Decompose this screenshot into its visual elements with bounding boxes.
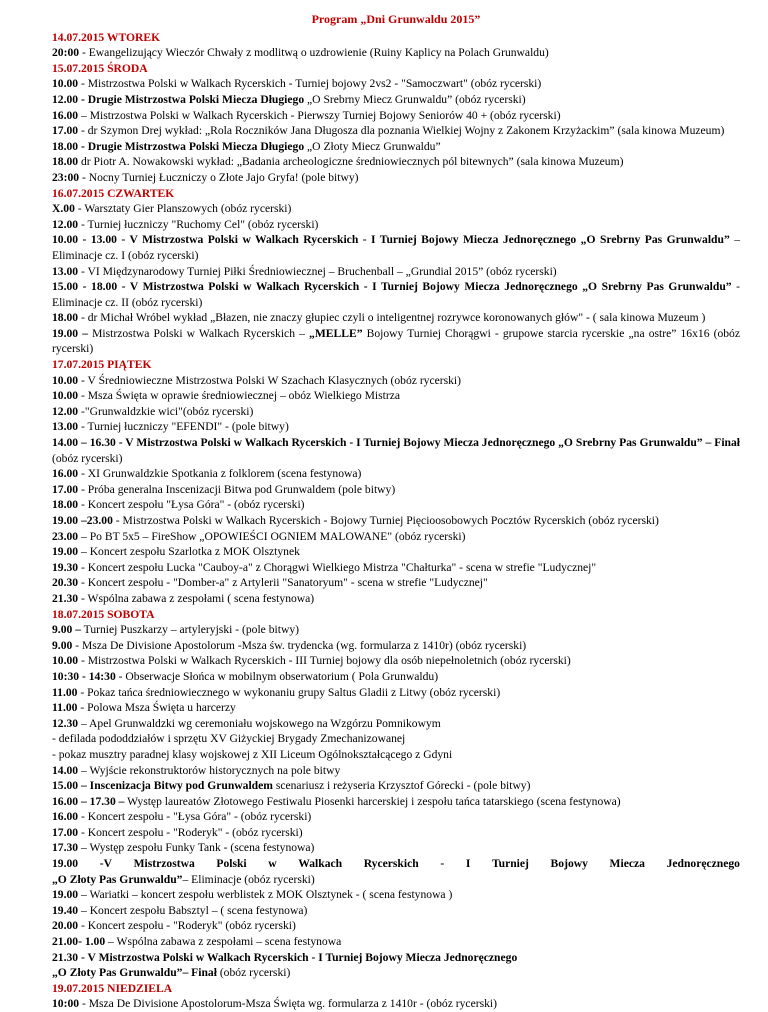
entry-time: 17.00: [52, 482, 79, 496]
entry-text: – Występ zespołu Funky Tank - (scena festynowa): [78, 841, 315, 855]
entry-text: - Pokaz tańca średniowiecznego w wykonaniu grupy Saltus Gladii z Litwy (obóz rycerski): [77, 685, 501, 699]
entry-time: 18.00: [52, 311, 79, 325]
program-entry: [52, 638, 740, 654]
entry-time: 10.00: [52, 373, 79, 387]
entry-bold-title: - V Mistrzostwa Polski w Walkach Rycerskich - I Turniej Bojowy Miecza Jednoręcznego „O Srebrny Pas Grunwaldu”: [116, 233, 730, 247]
entry-text: - Msza De Divisione Apostolorum-Msza Święta wg. formularza z 1410r - (obóz rycerski): [79, 997, 497, 1011]
entry-text: - defilada pododdziałów i sprzętu XV Giżyckiej Brygady Zmechanizowanej: [52, 732, 406, 746]
entry-bold-title: - V Mistrzostwa Polski w Walkach Rycerskich - I Turniej Bojowy Miecza Jednoręcznego „O Srebrny Pas Grunwaldu”: [117, 280, 732, 294]
entry-time: 10:00: [52, 997, 80, 1011]
entry-time: 21.00- 1.00: [52, 935, 106, 949]
entry-time: 23.00: [52, 529, 79, 543]
entry-time: 14.00: [52, 763, 79, 777]
entry-text: – Eliminacje (obóz rycerski): [182, 872, 315, 886]
entry-text: – Koncert zespołu Babsztyl – ( scena festynowa): [78, 903, 308, 917]
day-heading: 18.07.2015 SOBOTA: [52, 607, 155, 621]
program-entry: [52, 685, 740, 701]
program-entry: [52, 825, 740, 841]
spread-word: Jednoręcznego: [666, 857, 740, 871]
program-entry: [52, 872, 740, 888]
entry-text: (obóz rycerski): [52, 451, 123, 465]
program-entry: [52, 950, 740, 966]
program-entry: [52, 92, 740, 108]
program-entry: [52, 544, 740, 560]
entry-text: - Turniej łuczniczy "EFENDI" - (pole bitwy): [78, 420, 289, 434]
entry-text: - Eliminacje cz. II (obóz rycerski): [52, 280, 740, 309]
entry-time: 19.00 –23.00: [52, 514, 113, 527]
entry-time: 10:30 - 14:30: [52, 669, 116, 683]
program-entry: [52, 154, 740, 170]
entry-time: 16.00: [52, 810, 79, 824]
entry-text: - Nocny Turniej Łuczniczy o Złote Jajo Gryfa! (pole bitwy): [79, 170, 359, 184]
entry-time: 10.00: [52, 654, 79, 668]
program-entry: [52, 466, 740, 482]
entry-time: 12.30: [52, 716, 79, 730]
entry-time: 19.00 –: [52, 326, 88, 340]
spread-word: Bojowy: [550, 857, 588, 871]
program-entry: [52, 404, 740, 420]
entry-text: - V Średniowieczne Mistrzostwa Polski W Szachach Klasycznych (obóz rycerski): [78, 373, 462, 387]
spread-word: Mistrzostwa: [133, 857, 195, 871]
program-entry: [52, 591, 740, 607]
program-entry: [52, 747, 740, 763]
entry-time: 19.00: [52, 888, 79, 902]
spread-word: -: [440, 857, 445, 871]
entry-text: Występ laureatów Złotowego Festiwalu Piosenki harcerskiej i zespołu tańca tatarskiego (scena festynowa): [124, 794, 621, 808]
spread-word: I: [465, 857, 471, 871]
program-entry: [52, 76, 740, 92]
spread-word: Turniej: [491, 857, 529, 871]
entry-bold-title: - Drugie Mistrzostwa Polski Miecza Długiego: [78, 139, 305, 153]
entry-text: – Eliminacje cz. I (obóz rycerski): [52, 233, 740, 262]
entry-time: 21.30: [52, 591, 79, 605]
program-entry: [52, 264, 740, 280]
program-entry: [52, 419, 740, 435]
entry-time: 21.30 - V Mistrzostwa Polski w Walkach Rycerskich - I Turniej Bojowy Miecza Jednoręcznego: [52, 950, 518, 964]
program-entry: [52, 778, 740, 794]
program-entry: [52, 482, 740, 498]
program-entry: [52, 918, 740, 934]
program-entry: [52, 513, 740, 529]
entry-text: - Ewangelizujący Wieczór Chwały z modlitwą o uzdrowienie (Ruiny Kaplicy na Polach Grunwaldu): [79, 46, 549, 60]
entry-text: - Mistrzostwa Polski w Walkach Rycerskich - Turniej bojowy 2vs2 - "Samoczwart" (obóz rycerski): [78, 77, 542, 91]
entry-text: - Koncert zespołu "Łysa Góra" - (obóz rycerski): [78, 498, 305, 512]
entry-text: - Wspólna zabawa z zespołami ( scena festynowa): [78, 591, 315, 605]
program-entry: [52, 809, 740, 825]
entry-text: „O Srebrny Miecz Grunwaldu” (obóz rycerski): [304, 92, 526, 106]
entry-time: 14.00 – 16.30: [52, 436, 116, 450]
program-entry: [52, 575, 740, 591]
program-entry: [52, 373, 740, 389]
entry-text: - XI Grunwaldzkie Spotkania z folklorem (scena festynowa): [78, 467, 362, 481]
entry-text: Mistrzostwa Polski w Walkach Rycerskich –: [88, 326, 310, 340]
program-entry: [52, 170, 740, 186]
entry-time: 20.00: [52, 919, 79, 933]
entry-time: 23:00: [52, 170, 80, 184]
program-entry: [52, 934, 740, 950]
entry-text: Bojowy Turniej Chorągwi - grupowe starcia rycerskie „na ostre” 16x16 (obóz rycerski): [52, 326, 741, 356]
entry-time: 10.00 - 13.00: [52, 233, 117, 247]
entry-time: X.00: [52, 202, 75, 216]
program-entry: [52, 45, 740, 61]
program-entry: [52, 388, 740, 404]
entry-text: - Warsztaty Gier Planszowych (obóz rycerski): [74, 202, 292, 216]
spread-word: Polski: [216, 857, 247, 871]
entry-text: - VI Międzynarodowy Turniej Piłki Średniowiecznej – Bruchenball – „Grundial 2015” (obóz rycerski): [78, 264, 557, 278]
entry-text: - Próba generalna Inscenizacji Bitwa pod Grunwaldem (pole bitwy): [78, 482, 396, 496]
entry-bold-title: - V Mistrzostwa Polski w Walkach Rycerskich - I Turniej Bojowy Miecza Jednoręcznego „O Srebrny Pas Grunwaldu” – Finał: [115, 436, 741, 450]
entry-text: - Msza Święta w oprawie średniowiecznej – obóz Wielkiego Mistrza: [78, 389, 401, 403]
spread-word: -V: [99, 857, 112, 871]
entry-time: 12.00: [52, 92, 79, 106]
program-entry: [52, 310, 740, 326]
entry-time: 20.30: [52, 576, 79, 590]
program-entry: [52, 996, 740, 1012]
day-heading: 16.07.2015 CZWARTEK: [52, 186, 175, 200]
entry-text: scenariusz i reżyseria Krzysztof Górecki - (pole bitwy): [272, 779, 531, 793]
program-entry: [52, 716, 740, 732]
entry-text: – Wyjście rekonstruktorów historycznych na pole bitwy: [78, 763, 341, 777]
entry-text: -"Grunwaldzkie wici"(obóz rycerski): [78, 404, 254, 418]
program-entry: [52, 232, 740, 263]
program-entry: [52, 201, 740, 217]
entry-text: Turniej Puszkarzy – artyleryjski - (pole bitwy): [80, 623, 299, 637]
day-heading: 17.07.2015 PIĄTEK: [52, 358, 152, 372]
entry-bold-title: „MELLE”: [309, 326, 363, 340]
entry-time: 17.00: [52, 825, 79, 839]
spread-word: Miecza: [609, 857, 645, 871]
entry-text: – Koncert zespołu Szarlotka z MOK Olsztynek: [78, 545, 300, 559]
entry-text: - Koncert zespołu - "Roderyk" - (obóz rycerski): [78, 825, 303, 839]
entry-time: 12.00: [52, 217, 79, 231]
entry-time: „O Złoty Pas Grunwaldu”: [52, 872, 183, 886]
spread-word: 19.00: [52, 857, 79, 871]
entry-time: 13.00: [52, 420, 79, 434]
entry-time: 10.00: [52, 389, 79, 403]
entry-time: 10.00: [52, 77, 79, 91]
entry-text: - Mistrzostwa Polski w Walkach Rycerskich - Bojowy Turniej Pięcioosobowych Pocztów Rycerskich (obóz rycerski): [112, 514, 659, 527]
entry-time: 18.00: [52, 498, 79, 512]
entry-time: „O Złoty Pas Grunwaldu”– Finał: [52, 966, 217, 980]
entry-text: - Koncert zespołu Lucka "Cauboy-a" z Chorągwi Wielkiego Mistrza "Chałturka" - scena w strefie "Ludycznej": [78, 560, 597, 574]
program-entry: [52, 700, 740, 716]
day-heading: 19.07.2015 NIEDZIELA: [52, 981, 173, 995]
entry-time: 17.30: [52, 841, 79, 855]
entry-bold-title: - Drugie Mistrzostwa Polski Miecza Długiego: [78, 92, 305, 106]
entry-time: 15.00 – Inscenizacja Bitwy pod Grunwaldem: [52, 779, 273, 793]
program-entry: [52, 529, 740, 545]
program-entry: [52, 435, 740, 466]
day-heading: 15.07.2015 ŚRODA: [52, 61, 148, 75]
entry-time: 12.00: [52, 404, 79, 418]
spread-word: Walkach: [298, 857, 343, 871]
program-entry: [52, 731, 740, 747]
entry-text: - Polowa Msza Święta u harcerzy: [77, 701, 236, 715]
entry-text: – Po BT 5x5 – FireShow „OPOWIEŚCI OGNIEM MALOWANE" (obóz rycerski): [78, 529, 466, 543]
entry-time: 20:00: [52, 46, 80, 60]
entry-text: - Koncert zespołu - "Łysa Góra" - (obóz rycerski): [78, 810, 312, 824]
entry-text: - Koncert zespołu - "Roderyk" (obóz rycerski): [78, 919, 296, 933]
program-entry: [52, 279, 740, 310]
entry-time: 16.00: [52, 467, 79, 481]
entry-text: - Koncert zespołu - "Domber-a" z Artylerii "Sanatoryum" - scena w strefie "Ludycznej": [78, 576, 488, 590]
program-entry: [52, 903, 740, 919]
entry-time: 9.00 –: [52, 623, 81, 637]
entry-time: 11.00: [52, 701, 78, 715]
program-entry: [52, 123, 740, 139]
document-title: Program „Dni Grunwaldu 2015”: [311, 12, 481, 26]
entry-time: 18.00: [52, 139, 79, 153]
entry-text: – Mistrzostwa Polski w Walkach Rycerskich - Pierwszy Turniej Bojowy Seniorów 40 + (obóz rycerski): [78, 108, 561, 122]
entry-time: 15.00 - 18.00: [52, 280, 118, 294]
program-entry: [52, 763, 740, 779]
program-entry: [52, 794, 740, 810]
program-entry: [52, 217, 740, 233]
entry-text: - Turniej łuczniczy "Ruchomy Cel" (obóz rycerski): [78, 217, 319, 231]
entry-text: (obóz rycerski): [216, 966, 291, 980]
entry-text: - pokaz musztry paradnej klasy wojskowej z XII Liceum Ogólnokształcącego z Gdyni: [52, 747, 453, 761]
entry-time: 19.40: [52, 903, 79, 917]
program-content: [52, 30, 740, 1012]
program-entry: [52, 840, 740, 856]
entry-text: - Obserwacje Słońca w mobilnym obserwatorium ( Pola Grunwaldu): [115, 669, 439, 683]
program-entry: [52, 139, 740, 155]
entry-time: 9.00: [52, 638, 73, 652]
entry-time: 13.00: [52, 264, 79, 278]
program-entry: [52, 622, 740, 638]
entry-text: - dr Szymon Drej wykład: „Rola Roczników Jana Długosza dla poznania Wielkiej Wojny z Zakonem Krzyżackim” (sala kinowa Muzeum): [78, 124, 725, 138]
entry-text: – Apel Grunwaldzki wg ceremoniału wojskowego na Wzgórzu Pomnikowym: [78, 716, 441, 730]
entry-time: 18.00: [52, 155, 79, 169]
entry-time: 16.00: [52, 108, 79, 122]
program-entry: [52, 669, 740, 685]
program-entry: [52, 653, 740, 669]
entry-text: dr Piotr A. Nowakowski wykład: „Badania archeologiczne średniowiecznych pól bitewnych” (sala kinowa Muzeum): [78, 155, 624, 169]
program-entry: [52, 108, 740, 124]
entry-time: 16.00 – 17.30 –: [52, 794, 125, 808]
entry-time: 19.00: [52, 545, 79, 559]
spread-word: w: [268, 857, 277, 871]
entry-text: - Mistrzostwa Polski w Walkach Rycerskich - III Turniej bojowy dla osób niepełnoletnich (obóz rycerski): [78, 654, 571, 668]
entry-time: 19.30: [52, 560, 79, 574]
program-entry: [52, 887, 740, 903]
program-entry-spread: [52, 856, 740, 872]
spread-word: Rycerskich: [363, 857, 419, 871]
program-entry: [52, 326, 740, 357]
program-entry: [52, 965, 740, 981]
day-heading: 14.07.2015 WTOREK: [52, 30, 161, 44]
entry-text: – Wariatki – koncert zespołu werblistek z MOK Olsztynek - ( scena festynowa ): [78, 888, 453, 902]
entry-text: - Msza De Divisione Apostolorum -Msza św. trydencka (wg. formularza z 1410r) (obóz rycerski): [72, 638, 527, 652]
program-entry: [52, 497, 740, 513]
program-entry: [52, 560, 740, 576]
entry-text: „O Złoty Miecz Grunwaldu”: [304, 139, 441, 153]
entry-time: 17.00: [52, 124, 79, 138]
entry-time: 11.00: [52, 685, 78, 699]
entry-text: – Wspólna zabawa z zespołami – scena festynowa: [105, 935, 342, 949]
entry-text: - dr Michał Wróbel wykład „Błazen, nie znaczy głupiec czyli o inteligentnej rozrywce koronowanych głów" - ( sala kinowa Muzeum ): [78, 311, 706, 325]
